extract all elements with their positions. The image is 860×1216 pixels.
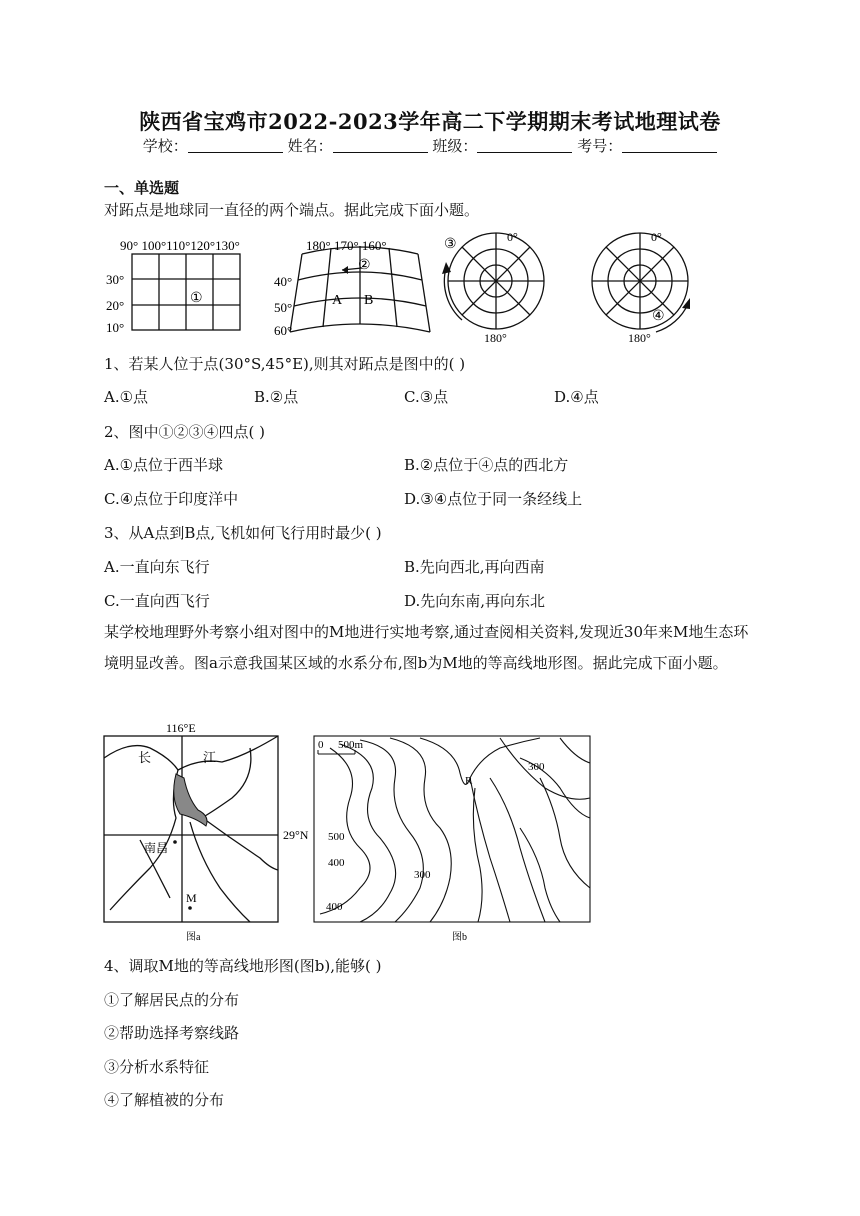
exam-title: 陕西省宝鸡市2022-2023学年高二下学期期末考试地理试卷 — [139, 109, 721, 134]
q4-item-2: ②帮助选择考察线路 — [104, 1024, 240, 1042]
map-b-r-label: R — [465, 775, 473, 787]
student-info-row — [0, 135, 860, 156]
grid-lon-labels: 90° 100°110°120°130° — [120, 238, 240, 253]
map-a-m-label: M — [186, 891, 197, 905]
point-a-label: A — [332, 293, 343, 308]
class-blank — [477, 138, 572, 153]
exam-number-blank — [622, 138, 717, 153]
question-2-stem: 2、图中①②③④四点( ) — [104, 423, 266, 441]
polar-view-left — [444, 233, 544, 329]
q4-item-4: ④了解植被的分布 — [104, 1091, 225, 1109]
q3-option-b[interactable]: B.先向西北,再向西南 — [404, 558, 545, 576]
exam-number-label: 考号： — [577, 137, 623, 155]
q1-option-d[interactable]: D.④点 — [554, 388, 599, 406]
school-blank — [188, 138, 283, 153]
q1-option-b[interactable]: B.②点 — [254, 388, 299, 406]
map-b-scale-zero: 0 — [318, 739, 324, 751]
section-heading: 一、单选题 — [104, 179, 180, 197]
polar-view-right — [592, 233, 688, 332]
question-3-stem: 3、从A点到B点,飞机如何飞行用时最少( ) — [104, 524, 382, 542]
q2-option-a[interactable]: A.①点位于西半球 — [104, 456, 224, 474]
fan-lat-label-40: 40° — [274, 274, 293, 289]
point-3-label: ③ — [444, 237, 457, 252]
q2-option-c[interactable]: C.④点位于印度洋中 — [104, 490, 239, 508]
map-a-river-char-2: 江 — [203, 750, 217, 765]
fan-lon-labels: 180° 170° 160° — [306, 238, 387, 253]
school-label: 学校： — [142, 137, 188, 155]
map-a-lat-label: 29°N — [283, 828, 309, 842]
lake-poyang — [174, 774, 207, 826]
rotation-arrow-right-icon — [682, 298, 690, 309]
q2-option-b[interactable]: B.②点位于④点的西北方 — [404, 456, 569, 474]
q3-option-a[interactable]: A.一直向东飞行 — [104, 558, 210, 576]
map-b-contour-400a: 400 — [328, 857, 345, 869]
question-1-stem: 1、若某人位于点(30°S,45°E),则其对跖点是图中的( ) — [104, 355, 466, 373]
section-intro: 对跖点是地球同一直径的两个端点。据此完成下面小题。 — [104, 201, 480, 219]
map-a-city-label: 南昌 — [144, 841, 169, 855]
map-a-caption: 图a — [186, 932, 201, 943]
figure-2 — [0, 718, 860, 948]
point-b-label: B — [364, 293, 374, 308]
fan-lat-label-60: 60° — [274, 323, 293, 338]
latlon-grid — [132, 254, 240, 330]
map-b-contour-300a: 300 — [528, 761, 545, 773]
class-label: 班级： — [432, 137, 478, 155]
map-b-caption: 图b — [452, 932, 467, 943]
q3-option-d[interactable]: D.先向东南,再向东北 — [404, 592, 546, 610]
figure-1 — [0, 228, 860, 348]
polar-right-bottom-label: 180° — [628, 331, 651, 345]
q1-option-c[interactable]: C.③点 — [404, 388, 449, 406]
fan-lat-label-50: 50° — [274, 300, 293, 315]
map-b-scale-label: 500m — [338, 739, 364, 751]
m-dot — [188, 906, 192, 910]
grid-lat-label-30: 30° — [106, 272, 125, 287]
point-4-label: ④ — [652, 309, 665, 324]
map-b-contour-400b: 400 — [326, 901, 343, 913]
q4-item-1: ①了解居民点的分布 — [104, 991, 240, 1009]
map-b-contour-300b: 300 — [414, 869, 431, 881]
map-a-river-char-1: 长 — [138, 750, 152, 765]
q4-item-3: ③分析水系特征 — [104, 1058, 210, 1076]
point-1-label: ① — [190, 291, 203, 306]
q3-option-c[interactable]: C.一直向西飞行 — [104, 592, 210, 610]
q2-option-d[interactable]: D.③④点位于同一条经线上 — [404, 490, 583, 508]
map-b — [314, 736, 590, 922]
point-2-label: ② — [358, 258, 371, 273]
question-4-stem: 4、调取M地的等高线地形图(图b),能够( ) — [104, 957, 382, 975]
polar-right-top-label: 0° — [651, 230, 662, 244]
grid-lat-label-20: 20° — [106, 298, 125, 313]
grid-lat-label-10: 10° — [106, 320, 125, 335]
polar-left-top-label: 0° — [507, 230, 518, 244]
nanchang-dot — [173, 840, 177, 844]
q1-option-a[interactable]: A.①点 — [104, 388, 149, 406]
name-label: 姓名： — [287, 137, 333, 155]
passage-2: 某学校地理野外考察小组对图中的M地进行实地考察,通过查阅相关资料,发现近30年来M地生态环境明显改善。图a示意我国某区域的水系分布,图b为M地的等高线地形图。据此完成下面小题。 — [104, 623, 749, 672]
name-blank — [333, 138, 428, 153]
polar-left-bottom-label: 180° — [484, 331, 507, 345]
map-a-lon-label: 116°E — [166, 721, 196, 735]
map-b-contour-500: 500 — [328, 831, 345, 843]
